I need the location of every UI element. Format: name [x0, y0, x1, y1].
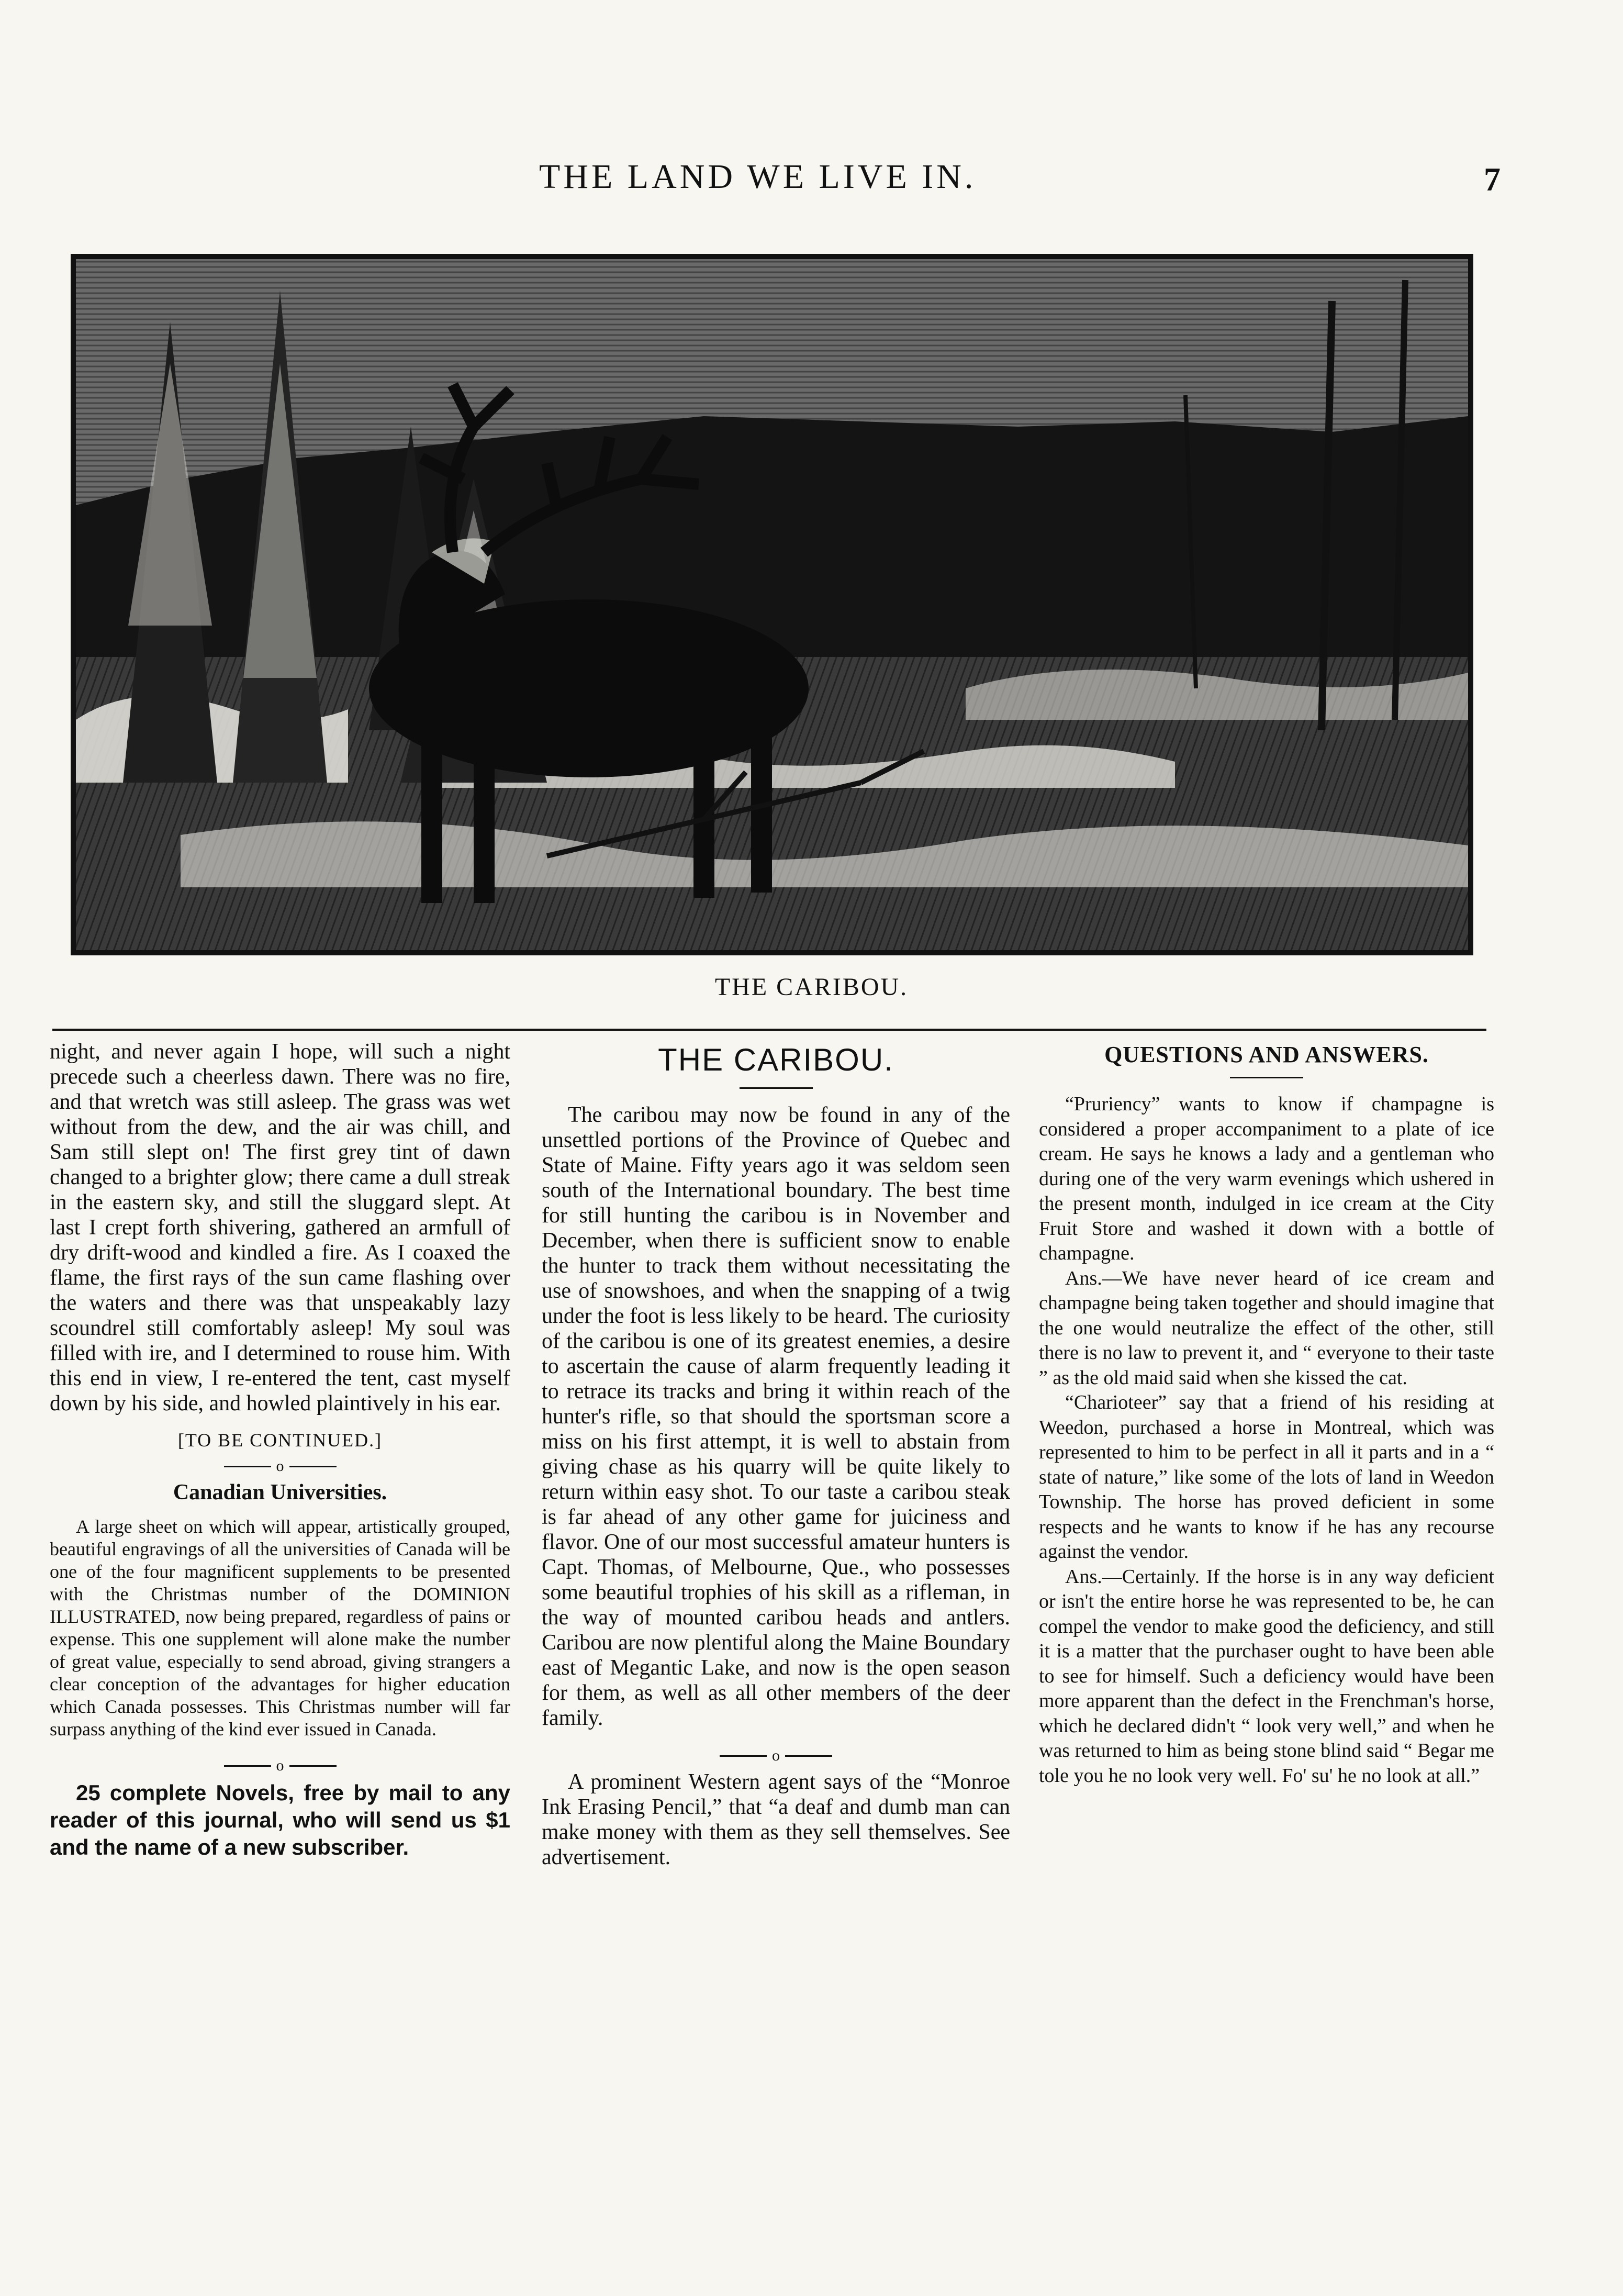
- separator-mark: o: [772, 1747, 780, 1764]
- left-column: [50, 1039, 510, 1861]
- caribou-illustration: [76, 259, 1468, 950]
- page-number: 7: [1484, 161, 1501, 198]
- heading-rule: [1230, 1077, 1303, 1078]
- answer-1: Ans.—We have never heard of ice cream and champagne being taken together and should imagine that the one would neutralize the effect of the other, still there is no law to prevent it, and “ everyone to their taste ” as the old maid said when she kissed the cat.: [1039, 1267, 1494, 1389]
- question-1: “Pruriency” wants to know if champagne is considered a proper accompaniment to a plate of ice cream. He says he knows a lady and a gentleman who during one of the very warm evenings which ushered in the present month, indulged in ice cream at the City Fruit Store and washed it down with a bottle of champagne.: [1039, 1093, 1494, 1264]
- separator-mark: o: [276, 1757, 284, 1774]
- separator-mark: o: [276, 1457, 284, 1475]
- caribou-engraving: [71, 254, 1473, 955]
- separator: [50, 1755, 510, 1776]
- universities-text: A large sheet on which will appear, artistically grouped, beautiful engravings of all the universities of Canada will be one of the four magnificent supplements to be presented with the Christmas number of the DOMINION ILLUSTRATED, now being prepared, regardless of pains or expense. This one supplement will alone make the number of great value, especially to send abroad, giving strangers a clear conception of the advantages for higher education which Canada possesses. This Christmas number will far surpass anything of the kind ever issued in Canada.: [50, 1516, 510, 1740]
- qa-heading: QUESTIONS AND ANSWERS.: [1104, 1042, 1429, 1067]
- story-continuation: night, and never again I hope, will such a night precede such a cheerless dawn. There was no fire, and that wretch was still asleep. The grass was wet without from the dew, and the air was chill, and Sam still slept on! The first grey tint of dawn changed to a brighter glow; there came a dull streak in the eastern sky, and still the sluggard slept. At last I crept forth shivering, gathered an armfull of dry drift-wood and kindled a fire. As I coaxed the flame, the first rays of the sun came flashing over the waters and there was that unspeakably lazy scoundrel still comfortably asleep! My soul was filled with ire, and I determined to rouse him. With this end in view, I re-entered the tent, cast myself down by his side, and howled plaintively in his ear.: [50, 1040, 510, 1416]
- caribou-article: The caribou may now be found in any of the unsettled portions of the Province of Quebec and State of Maine. Fifty years ago it was seldom seen south of the International boundary. The best time for still hunting the caribou is in November and December, when there is sufficient snow to enable the hunter to track them without necessitating the use of snowshoes, and when the snapping of a twig under the foot is less likely to be heard. The curiosity of the caribou is one of its greatest enemies, a desire to ascertain the cause of alarm frequently leading it to retrace its tracks and bring it within reach of the hunter's rifle, so that should the sportsman score a miss on his first attempt, it is well to abstain from giving chase as his quarry will be quite likely to return within easy shot. To our taste a caribou steak is far ahead of any other game for juiciness and flavor. One of our most successful amateur hunters is Capt. Thomas, of Melbourne, Que., who possesses some beautiful trophies of his skill as a rifleman, in the way of mounted caribou heads and antlers. Caribou are now plentiful along the Maine Boundary east of Megantic Lake, and now is the open season for them, as well as all other members of the deer family.: [542, 1103, 1010, 1730]
- separator: [542, 1745, 1010, 1766]
- universities-heading: Canadian Universities.: [173, 1480, 387, 1504]
- pencil-notice: A prominent Western agent says of the “Monroe Ink Erasing Pencil,” that “a deaf and dumb man can make money with them as they sell themselves. See advertisement.: [542, 1770, 1010, 1869]
- page-header: [0, 157, 1623, 215]
- illustration-caption: THE CARIBOU.: [714, 973, 909, 1001]
- article-heading: THE CARIBOU.: [658, 1042, 894, 1077]
- heading-rule: [740, 1087, 813, 1089]
- middle-column: [542, 1039, 1010, 1870]
- running-title: THE LAND WE LIVE IN.: [539, 158, 977, 196]
- novels-notice: 25 complete Novels, free by mail to any reader of this journal, who will send us $1 and the name of a new subscriber.: [50, 1780, 510, 1859]
- answer-2: Ans.—Certainly. If the horse is in any way deficient or isn't the entire horse he was represented to be, he can compel the vendor to make good the deficiency, and still it is a matter that the purchaser ought to have been able to see for himself. Such a deficiency would have been more apparent than the defect in the Frenchman's horse, which he declared didn't “ look very well,” and when he was returned to him as being stone blind said “ Begar me tole you he no look very well. Fo' su' he no look at all.”: [1039, 1565, 1494, 1787]
- question-2: “Charioteer” say that a friend of his residing at Weedon, purchased a horse in Montreal, which was represented to him to be perfect in all it parts and in a “ state of nature,” like some of the lots of land in Weedon Township. The horse has proved deficient in some respects and he wants to know if he has any recourse against the vendor.: [1039, 1391, 1494, 1563]
- column-top-rule: [52, 1029, 1486, 1031]
- to-be-continued: [TO BE CONTINUED.]: [177, 1430, 383, 1451]
- right-column: [1039, 1039, 1494, 1788]
- separator: [50, 1456, 510, 1477]
